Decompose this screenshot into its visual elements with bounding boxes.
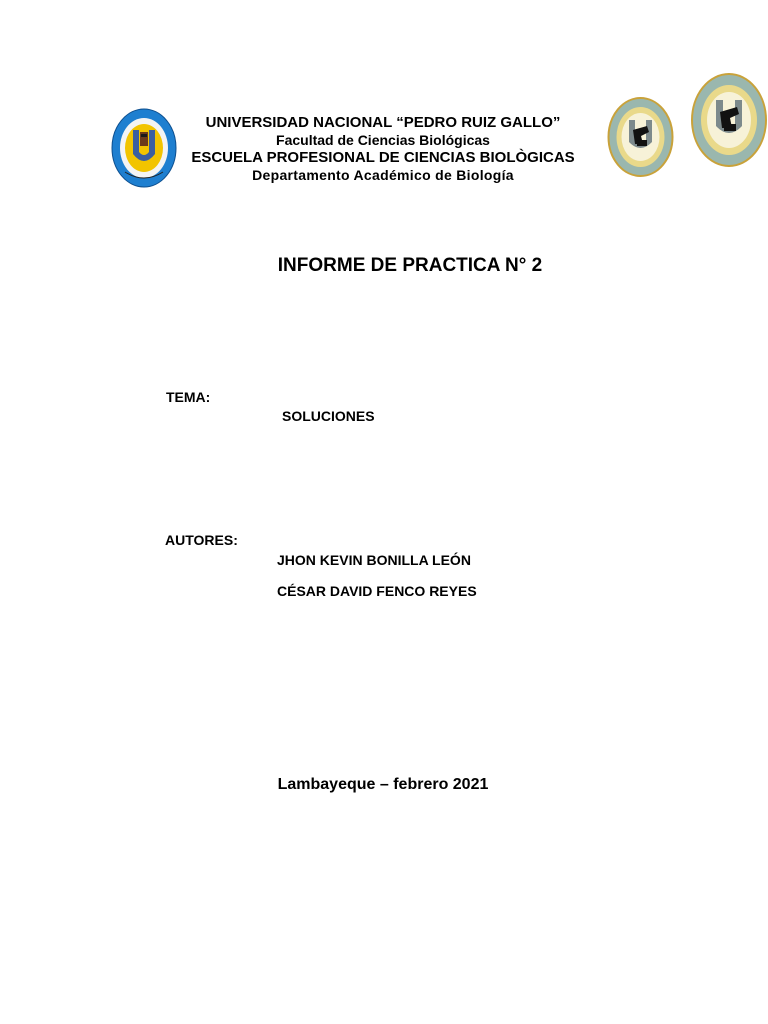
author-name: JHON KEVIN BONILLA LEÓN [277,552,471,568]
author-name: CÉSAR DAVID FENCO REYES [277,583,477,599]
faculty-seal-icon [607,96,674,178]
faculty-name: Facultad de Ciencias Biológicas [276,132,490,148]
university-seal-icon [111,108,177,188]
department-name: Departamento Académico de Biología [252,167,514,183]
tema-value: SOLUCIONES [282,408,375,424]
report-title: INFORME DE PRACTICA N° 2 [277,255,543,276]
school-name: ESCUELA PROFESIONAL DE CIENCIAS BIOLÒGICAS [191,149,575,166]
tema-label: TEMA: [166,389,211,405]
faculty-seal-icon [690,72,768,168]
place-date: Lambayeque – febrero 2021 [277,776,489,793]
university-name: UNIVERSIDAD NACIONAL “PEDRO RUIZ GALLO” [205,114,561,131]
autores-label: AUTORES: [165,532,238,548]
